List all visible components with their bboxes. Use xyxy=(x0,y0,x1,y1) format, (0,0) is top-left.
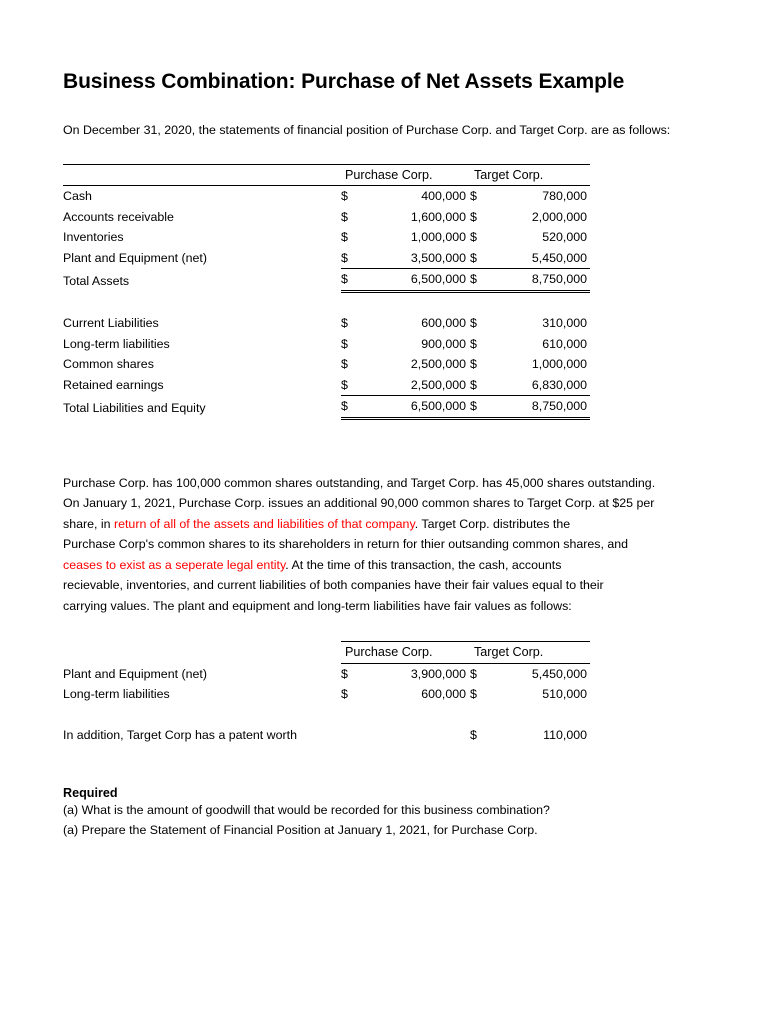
narrative-line-3-pre: share, in xyxy=(63,516,114,531)
table-row xyxy=(63,663,590,684)
narrative-line-3-post: . Target Corp. distributes the xyxy=(414,516,571,531)
required-item-a2: (a) Prepare the Statement of Financial Position at January 1, 2021, for Purchase Corp. xyxy=(63,823,538,838)
table-header-row xyxy=(63,642,590,664)
row-label: Retained earnings xyxy=(63,378,164,393)
section-gap xyxy=(63,420,768,473)
row-label: Current Liabilities xyxy=(63,316,159,331)
table-row xyxy=(63,684,590,705)
table-row xyxy=(63,313,590,334)
row-label: Long-term liabilities xyxy=(63,687,170,702)
narrative-line-1: Purchase Corp. has 100,000 common shares outstanding, and Target Corp. has 45,000 shares outstanding. xyxy=(63,475,656,490)
row-label: Long-term liabilities xyxy=(63,336,170,351)
purchase-value: 3,500,000 xyxy=(410,250,466,265)
purchase-value: 2,500,000 xyxy=(410,357,466,372)
table-row-patent xyxy=(63,725,590,746)
table-row xyxy=(63,227,590,248)
table-header-row xyxy=(63,164,590,186)
purchase-value: 3,900,000 xyxy=(410,666,466,681)
table-total-row-equity xyxy=(63,396,590,419)
currency-symbol: $ xyxy=(341,357,348,372)
row-label: Total Liabilities and Equity xyxy=(63,400,206,415)
currency-symbol: $ xyxy=(470,250,477,265)
purchase-value: 1,000,000 xyxy=(410,230,466,245)
table-row xyxy=(63,354,590,375)
balance-sheet-table xyxy=(63,164,590,420)
currency-symbol: $ xyxy=(470,687,477,702)
currency-symbol: $ xyxy=(470,269,492,292)
currency-symbol: $ xyxy=(341,230,348,245)
currency-symbol: $ xyxy=(341,316,348,331)
currency-symbol: $ xyxy=(341,377,348,392)
document-content xyxy=(63,0,768,841)
fair-value-table xyxy=(63,641,590,746)
purchase-value: 6,500,000 xyxy=(363,269,470,292)
target-value: 110,000 xyxy=(543,728,587,743)
table-spacer-row xyxy=(63,291,590,313)
currency-symbol: $ xyxy=(470,189,477,204)
currency-symbol: $ xyxy=(341,250,348,265)
currency-symbol: $ xyxy=(341,687,348,702)
narrative-highlight-1: return of all of the assets and liabilities of that company xyxy=(113,516,415,531)
currency-symbol: $ xyxy=(470,396,492,419)
header-purchase-corp: Purchase Corp. xyxy=(341,164,470,186)
narrative-line-6: recievable, inventories, and current liabilities of both companies have their fair values equal to their xyxy=(63,578,604,593)
required-section xyxy=(63,786,768,841)
narrative-paragraph xyxy=(63,473,768,617)
target-value: 6,830,000 xyxy=(531,377,587,392)
table-spacer-row xyxy=(63,705,590,726)
purchase-value: 1,600,000 xyxy=(410,209,466,224)
narrative-highlight-2: ceases to exist as a seperate legal entity xyxy=(63,557,286,572)
narrative-line-3 xyxy=(63,514,768,535)
currency-symbol: $ xyxy=(470,666,477,681)
section-gap xyxy=(63,746,768,786)
target-value: 310,000 xyxy=(542,316,587,331)
fair-value-table-wrapper xyxy=(63,616,768,746)
row-label: Common shares xyxy=(63,357,154,372)
header-target-corp: Target Corp. xyxy=(470,164,590,186)
currency-symbol: $ xyxy=(341,269,363,292)
table-row xyxy=(63,186,590,207)
target-value: 1,000,000 xyxy=(531,357,587,372)
target-value: 5,450,000 xyxy=(531,250,587,265)
page-title: Business Combination: Purchase of Net Assets Example xyxy=(63,70,625,93)
purchase-value: 600,000 xyxy=(421,687,466,702)
header-blank xyxy=(63,642,341,664)
table-row xyxy=(63,207,590,228)
narrative-line-5-post: . At the time of this transaction, the cash, accounts xyxy=(285,557,562,572)
purchase-value xyxy=(363,725,470,746)
target-value: 2,000,000 xyxy=(531,209,587,224)
narrative-line-5 xyxy=(63,555,768,576)
currency-symbol: $ xyxy=(470,728,477,743)
currency-symbol: $ xyxy=(341,396,363,419)
row-label: Plant and Equipment (net) xyxy=(63,251,207,266)
purchase-value: 6,500,000 xyxy=(363,396,470,419)
table-row xyxy=(63,248,590,269)
target-value: 780,000 xyxy=(542,189,587,204)
currency-symbol: $ xyxy=(470,230,477,245)
row-label: In addition, Target Corp has a patent worth xyxy=(63,728,297,743)
required-item-a1: (a) What is the amount of goodwill that would be recorded for this business combination? xyxy=(63,802,550,817)
required-heading: Required xyxy=(63,785,118,800)
currency-symbol: $ xyxy=(341,189,348,204)
purchase-value: 600,000 xyxy=(421,316,466,331)
purchase-value: 2,500,000 xyxy=(410,377,466,392)
target-value: 8,750,000 xyxy=(492,396,590,419)
currency-symbol: $ xyxy=(341,336,348,351)
currency-symbol: $ xyxy=(341,666,348,681)
purchase-value: 400,000 xyxy=(421,189,466,204)
currency-symbol: $ xyxy=(470,357,477,372)
header-target-corp: Target Corp. xyxy=(470,642,590,664)
row-label: Plant and Equipment (net) xyxy=(63,666,207,681)
target-value: 8,750,000 xyxy=(492,269,590,292)
currency-symbol: $ xyxy=(470,209,477,224)
currency-symbol: $ xyxy=(341,209,348,224)
narrative-line-2: On January 1, 2021, Purchase Corp. issues an additional 90,000 common shares to Target Corp. at $25 per xyxy=(63,496,655,511)
table-row xyxy=(63,334,590,355)
row-label: Total Assets xyxy=(63,273,130,288)
balance-sheet-table-wrapper xyxy=(63,141,768,420)
purchase-value: 900,000 xyxy=(421,336,466,351)
row-label: Accounts receivable xyxy=(63,209,174,224)
table-row xyxy=(63,375,590,396)
target-value: 520,000 xyxy=(542,230,587,245)
intro-paragraph: On December 31, 2020, the statements of financial position of Purchase Corp. and Target Corp. are as follows: xyxy=(63,123,671,138)
narrative-line-7: carrying values. The plant and equipment and long-term liabilities have fair values as follows: xyxy=(63,598,572,613)
target-value: 510,000 xyxy=(542,687,587,702)
header-purchase-corp: Purchase Corp. xyxy=(341,642,470,664)
table-total-row-assets xyxy=(63,269,590,292)
narrative-line-4: Purchase Corp's common shares to its shareholders in return for thier outsanding common shares, and xyxy=(63,537,629,552)
currency-symbol: $ xyxy=(470,336,477,351)
row-label: Cash xyxy=(63,189,92,204)
currency-symbol: $ xyxy=(470,377,477,392)
header-blank xyxy=(63,164,341,186)
row-label: Inventories xyxy=(63,230,124,245)
target-value: 610,000 xyxy=(542,336,587,351)
target-value: 5,450,000 xyxy=(531,666,587,681)
currency-symbol: $ xyxy=(470,316,477,331)
